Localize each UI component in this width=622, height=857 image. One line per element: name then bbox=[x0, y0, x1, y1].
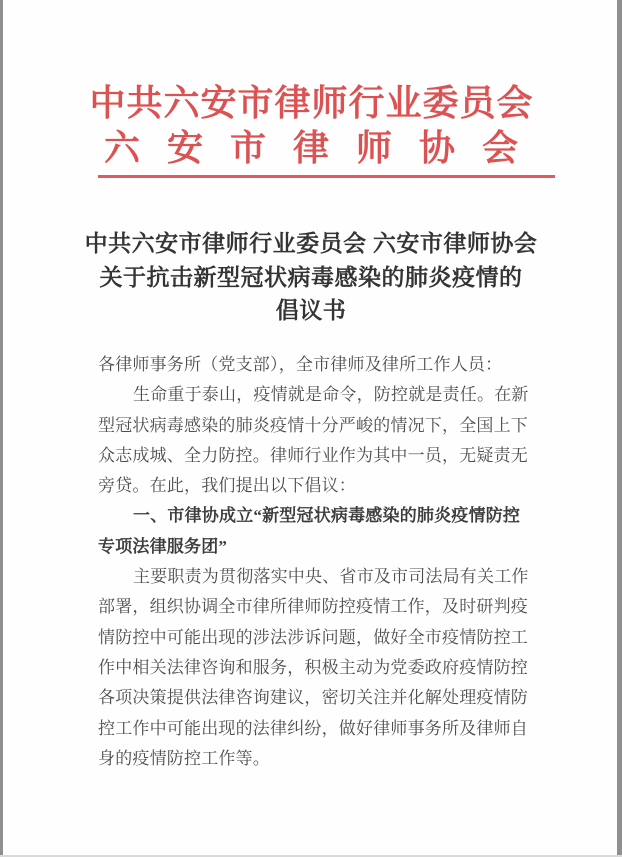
body-line: 旁贷。在此，我们提出以下倡议： bbox=[98, 476, 356, 496]
body-line: 控工作中可能出现的法律纠纷，做好律师事务所及律师自 bbox=[98, 718, 528, 738]
title-line1: 中共六安市律师行业委员会 六安市律师协会 bbox=[84, 231, 538, 256]
body-line-heading: 一、市律协成立“新型冠状病毒感染的肺炎疫情防控 bbox=[133, 506, 521, 526]
letterhead bbox=[0, 80, 622, 170]
body-line-heading: 专项法律服务团” bbox=[98, 536, 228, 556]
body-line: 众志成城、全力防控。律师行业作为其中一员，无疑责无 bbox=[98, 445, 528, 465]
title-line2: 关于抗击新型冠状病毒感染的肺炎疫情的 bbox=[99, 264, 523, 290]
body-line: 生命重于泰山，疫情就是命令，防控就是责任。在新 bbox=[133, 385, 529, 405]
salutation-line: 各律师事务所（党支部），全市律师及律所工作人员： bbox=[98, 355, 503, 374]
letterhead-red-rule bbox=[98, 175, 555, 178]
title-line3: 倡议书 bbox=[275, 298, 347, 323]
body-line: 作中相关法律咨询和服务，积极主动为党委政府疫情防控 bbox=[98, 657, 528, 677]
document-title bbox=[0, 227, 622, 328]
letterhead-org-line2: 六安市律师协会 bbox=[103, 128, 545, 168]
letterhead-org-line1: 中共六安市律师行业委员会 bbox=[89, 83, 534, 123]
body-line: 各项决策提供法律咨询建议，密切关注并化解处理疫情防 bbox=[98, 688, 528, 708]
body-line: 身的疫情防控工作等。 bbox=[98, 748, 270, 768]
body-line: 主要职责为贯彻落实中央、省市及市司法局有关工作 bbox=[133, 567, 529, 587]
body-line: 部署，组织协调全市律所律师防控疫情工作，及时研判疫 bbox=[98, 597, 528, 617]
body-line: 情防控中可能出现的涉法涉诉问题，做好全市疫情防控工 bbox=[98, 627, 528, 647]
body-line: 型冠状病毒感染的肺炎疫情十分严峻的情况下，全国上下 bbox=[98, 415, 528, 435]
document-body bbox=[98, 350, 538, 774]
